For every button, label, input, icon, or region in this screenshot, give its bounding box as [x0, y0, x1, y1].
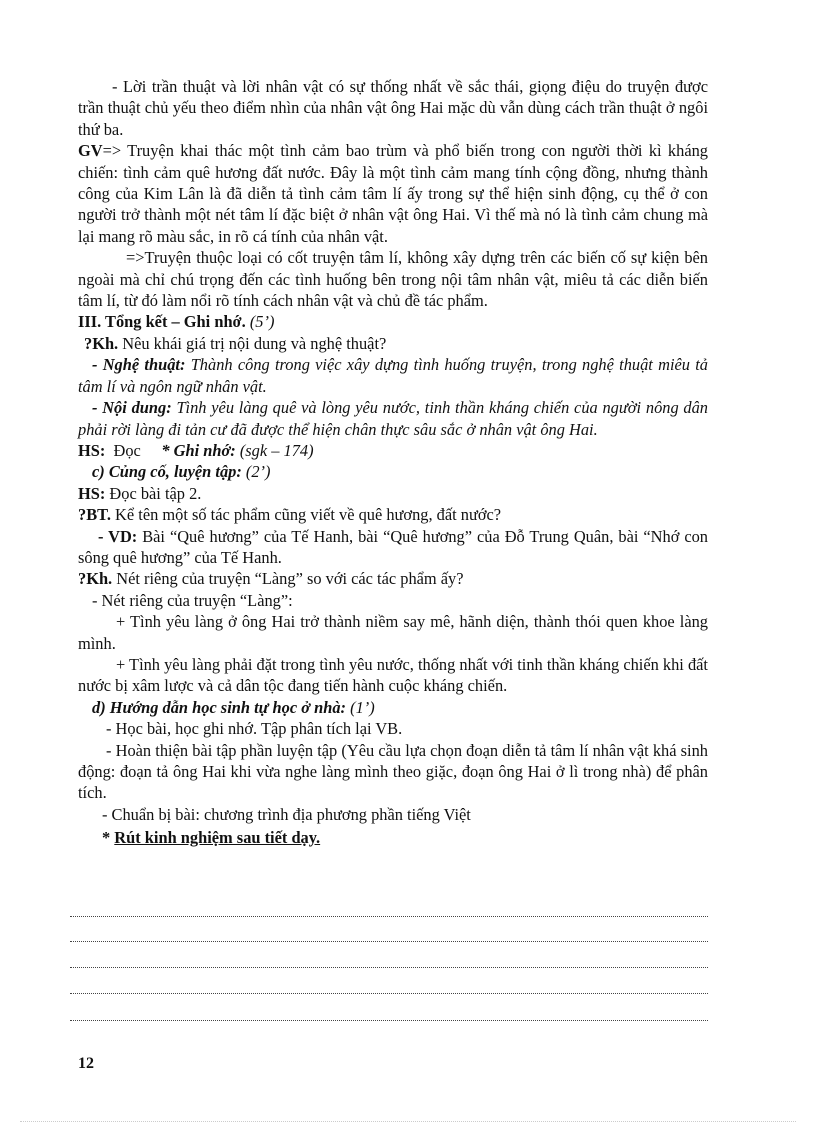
student-exercise-text: Đọc bài tập 2.: [105, 483, 202, 503]
feature-intro: - Nét riêng của truyện “Làng”:: [92, 590, 293, 610]
section-d-time: (1’): [346, 697, 375, 717]
section-c-time: (2’): [241, 462, 271, 482]
experience-title: Rút kinh nghiệm sau tiết dạy.: [114, 828, 321, 848]
student-read-text: Đọc: [105, 440, 162, 460]
answer-art-text: Thành công trong việc xây dựng tình huống truyện, trong nghệ thuật miêu tả tâm lí và ngôn ngữ nhân vật.: [78, 355, 708, 396]
exercise-label: ?BT.: [78, 505, 111, 525]
feature-item-1: + Tình yêu làng ở ông Hai trở thành niềm say mê, hãnh diện, thành thói quen khoe làng mình.: [78, 612, 708, 653]
answer-art-label: - Nghệ thuật:: [92, 355, 186, 375]
paragraph-teacher-note: [78, 140, 708, 247]
answer-content: [78, 397, 708, 440]
memo-ref: (sgk – 174): [235, 440, 314, 460]
question-feature: [78, 568, 708, 589]
note-line-1: [70, 916, 708, 917]
feature-item-2: + Tình yêu làng phải đặt trong tình yêu nước, thống nhất với tinh thần kháng chiến khi đất nước bị xâm lược và cả dân tộc đang tiến hành cuộc kháng chiến.: [78, 654, 708, 696]
student-label-2: HS:: [78, 483, 106, 503]
question-values: [78, 333, 708, 354]
section-summary-heading: [78, 311, 708, 332]
document-body: [78, 76, 708, 849]
paragraph-narration: - Lời trần thuật và lời nhân vật có sự thống nhất về sắc thái, giọng điệu do truyện được trần thuật chủ yếu theo điểm nhìn của nhân vật ông Hai mặc dù vẫn dùng cách trần thuật ở ngôi thứ ba.: [78, 77, 708, 139]
section-summary-title: III. Tổng kết – Ghi nhớ.: [78, 312, 246, 332]
answer-content-label: - Nội dung:: [92, 398, 172, 418]
homework-item-1: - Học bài, học ghi nhớ. Tập phân tích lại VB.: [106, 719, 403, 739]
homework-item-2: - Hoàn thiện bài tập phần luyện tập (Yêu cầu lựa chọn đoạn diễn tả tâm lí nhân vật khá sinh động: đoạn tả ông Hai khi vừa nghe làng mình theo giặc, đoạn ông Hai ở lì trong nhà) để phân tích.: [78, 740, 708, 803]
experience-star: *: [102, 828, 115, 848]
page-number: 12: [78, 1055, 94, 1072]
paragraph-conclusion: =>Truyện thuộc loại có cốt truyện tâm lí, không xây dựng trên các biến cố sự kiện bên ngoài mà chỉ chú trọng đến các tình huống bên trong nội tâm nhân vật, miêu tả các diễn biến tâm lí, từ đó làm nổi rõ tính cách nhân vật và chủ đề tác phẩm.: [78, 248, 708, 311]
question-feature-label: ?Kh.: [78, 569, 113, 589]
example-answer: [78, 526, 708, 569]
section-d-title: d) Hướng dẫn học sinh tự học ở nhà:: [92, 697, 347, 717]
student-label: HS:: [78, 440, 106, 460]
answer-art: [78, 354, 708, 397]
teacher-note-text: => Truyện khai thác một tình cảm bao trùm và phổ biến trong con người thời kì kháng chiến: tình cảm quê hương đất nước. Đây là một tình cảm mang tính cộng đồng, nhưng thành công của Kim Lân là đã diễn tả tình cảm tâm lí ấy trong sự thể hiện sinh động, cụ thể ở con người trở thành một nét tâm lí đặc biệt ở nhân vật ông Hai. Vì thế mà nó là tình cảm chung mà lại mang rõ màu sắc, in rõ cá tính của nhân vật.: [78, 141, 708, 246]
experience-heading: [78, 827, 708, 848]
section-c-title: c) Củng cố, luyện tập:: [92, 462, 242, 482]
note-line-5: [70, 1020, 708, 1021]
question-label: ?Kh.: [84, 333, 119, 353]
student-exercise-line: [78, 483, 708, 504]
homework-item-3: - Chuẩn bị bài: chương trình địa phương phần tiếng Việt: [102, 804, 471, 824]
example-text: Bài “Quê hương” của Tế Hanh, bài “Quê hương” của Đỗ Trung Quân, bài “Nhớ con sông quê hương” của Tế Hanh.: [78, 526, 708, 567]
question-text: Nêu khái giá trị nội dung và nghệ thuật?: [118, 333, 387, 353]
memo-label: * Ghi nhớ:: [161, 440, 236, 460]
exercise-question: [78, 504, 708, 525]
section-summary-time: (5’): [245, 312, 275, 332]
example-label: - VD:: [98, 526, 138, 546]
note-line-4: [70, 993, 708, 994]
section-c-heading: [78, 461, 708, 482]
question-feature-text: Nét riêng của truyện “Làng” so với các tác phẩm ấy?: [112, 569, 464, 589]
page-bottom-border: [20, 1121, 796, 1122]
note-line-3: [70, 967, 708, 968]
note-line-2: [70, 941, 708, 942]
answer-content-text: Tình yêu làng quê và lòng yêu nước, tinh thần kháng chiến của người nông dân phải rời làng đi tản cư đã được thể hiện chân thực sâu sắc ở nhân vật ông Hai.: [78, 398, 709, 439]
teacher-label: GV: [78, 141, 103, 161]
student-read-line: [78, 440, 708, 461]
exercise-text: Kể tên một số tác phẩm cũng viết về quê hương, đất nước?: [110, 505, 502, 525]
section-d-heading: [78, 697, 708, 718]
